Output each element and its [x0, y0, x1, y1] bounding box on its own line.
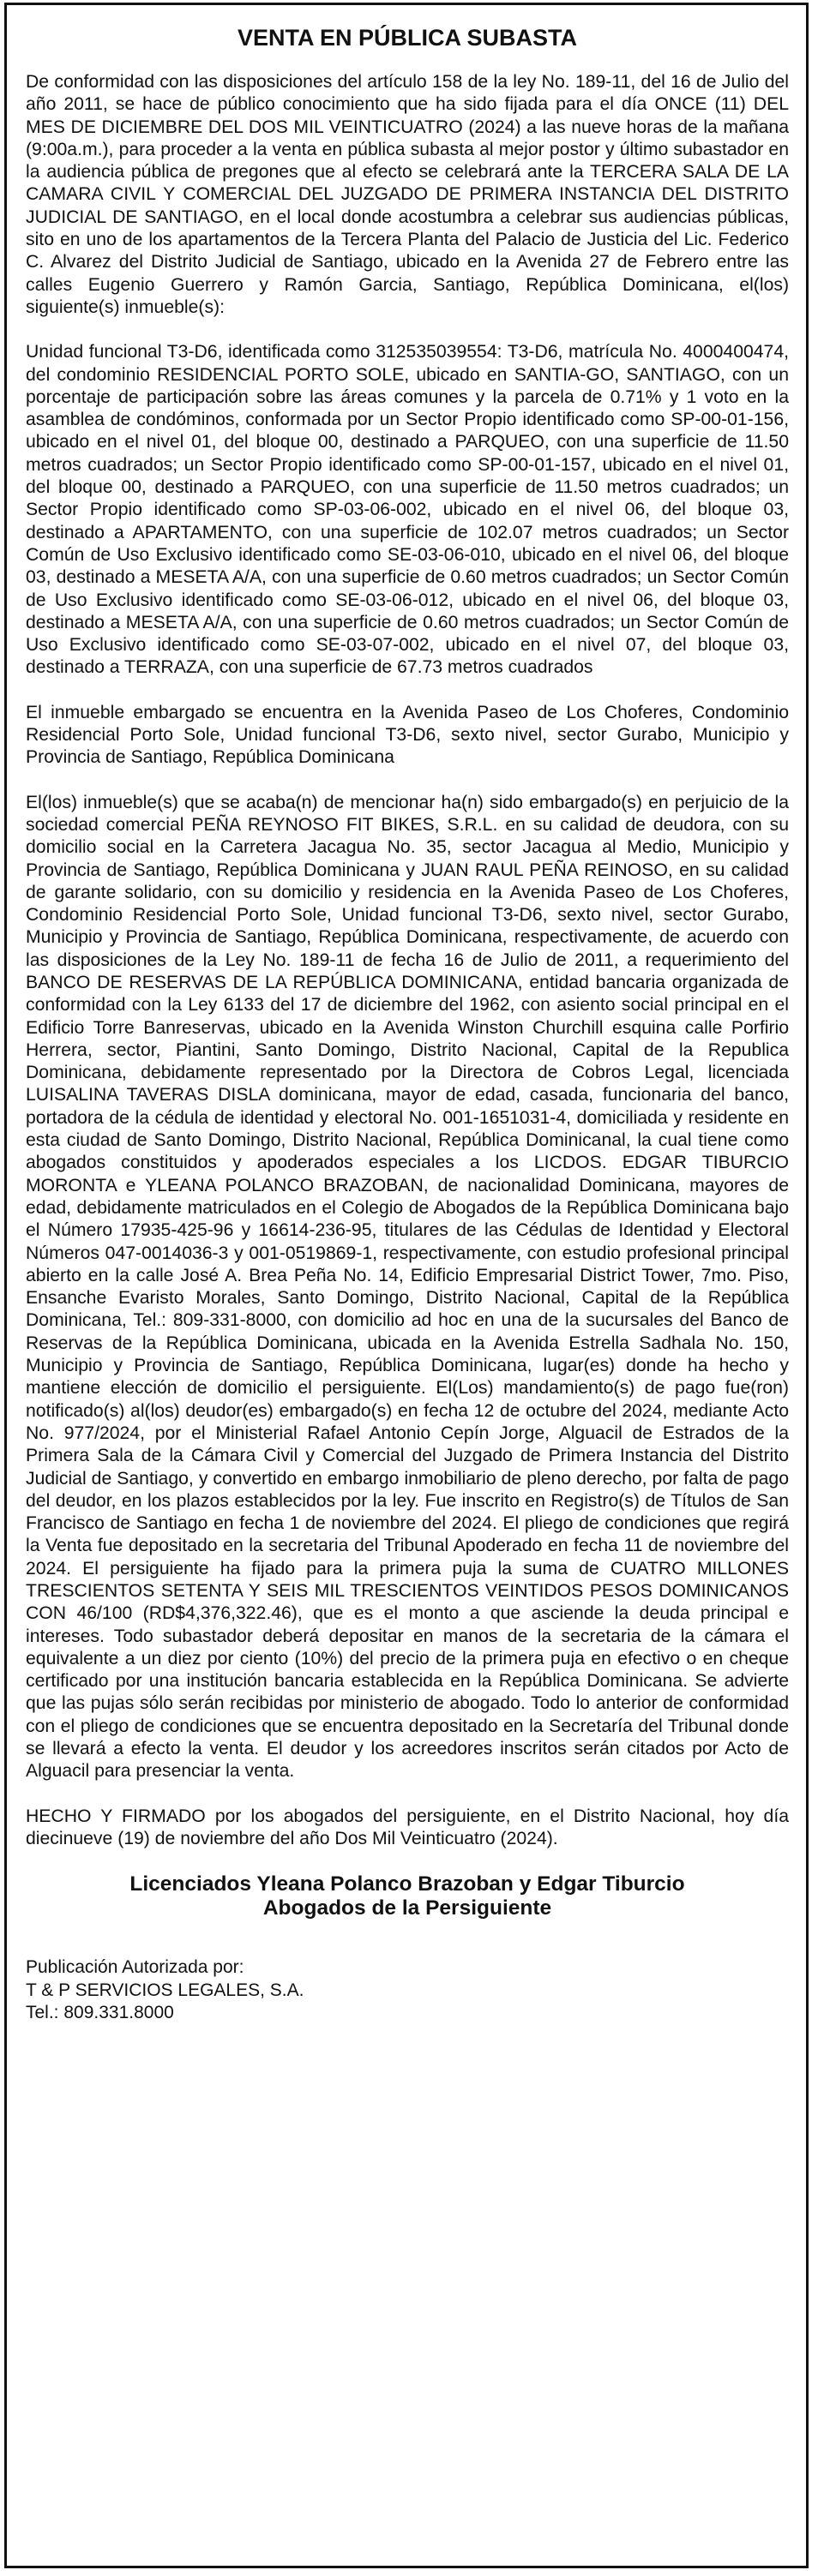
- legal-notice: [4, 3, 809, 2568]
- publication-footer: [26, 1956, 789, 2024]
- paragraph-seizure-details: El(los) inmueble(s) que se acaba(n) de mencionar ha(n) sido embargado(s) en perjuicio de la sociedad comercial PEÑA REYNOSO FIT BIKES, S.R.L. en su calidad de deudora, con su domicilio social en la Carretera Jacagua No. 35, sector Jacagua al Medio, Municipio y Provincia de Santiago, República Dominicana y JUAN RAUL PEÑA REINOSO, en su calidad de garante solidario, con su domicilio y residencia en la Avenida Paseo de Los Choferes, Condominio Residencial Porto Sole, Unidad funcional T3-D6, sexto nivel, sector Gurabo, Municipio y Provincia de Santiago, República Dominicana, respectivamente, de acuerdo con las disposiciones de la Ley No. 189-11 de fecha 16 de Julio de 2011, a requerimiento del BANCO DE RESERVAS DE LA REPÚBLICA DOMINICANA, entidad bancaria organizada de conformidad con la Ley 6133 del 17 de diciembre del 1962, con asiento social principal en el Edificio Torre Banreservas, ubicado en la Avenida Winston Churchill esquina calle Porfirio Herrera, sector, Piantini, Santo Domingo, Distrito Nacional, Capital de la Republica Dominicana, debidamente representado por la Directora de Cobros Legal, licenciada LUISALINA TAVERAS DISLA dominicana, mayor de edad, casada, funcionaria del banco, portadora de la cédula de identidad y electoral No. 001-1651031-4, domiciliada y residente en esta ciudad de Santo Domingo, Distrito Nacional, República Dominicanal, la cual tiene como abogados constituidos y apoderados especiales a los LICDOS. EDGAR TIBURCIO MORONTA e YLEANA POLANCO BRAZOBAN, de nacionalidad Dominicana, mayores de edad, debidamente matriculados en el Colegio de Abogados de la República Dominicana bajo el Número 17935-425-96 y 16614-236-95, titulares de las Cédulas de Identidad y Electoral Números 047-0014036-3 y 001-0519869-1, respectivamente, con estudio profesional principal abierto en la calle José A. Brea Peña No. 14, Edificio Empresarial District Tower, 7mo. Piso, Ensanche Evaristo Morales, Santo Domingo, Distrito Nacional, Capital de la República Dominicana, Tel.: 809-331-8000, con domicilio ad hoc en una de la sucursales del Banco de Reservas de la República Dominicana, ubicada en la Avenida Estrella Sadhala No. 150, Municipio y Provincia de Santiago, República Dominicana, lugar(es) donde ha hecho y mantiene elección de domicilio el persiguiente. El(Los) mandamiento(s) de pago fue(ron) notificado(s) al(los) deudor(es) embargado(s) en fecha 12 de octubre del 2024, mediante Acto No. 977/2024, por el Ministerial Rafael Antonio Cepín Jorge, Alguacil de Estrados de la Primera Sala de la Cámara Civil y Comercial del Juzgado de Primera Instancia del Distrito Judicial de Santiago, y convertido en embargo inmobiliario de pleno derecho, por falta de pago del deudor, en los plazos establecidos por la ley. Fue inscrito en Registro(s) de Títulos de San Francisco de Santiago en fecha 1 de noviembre del 2024. El pliego de condiciones que regirá la Venta fue depositado en la secretaria del Tribunal Apoderado en fecha 11 de noviembre del 2024. El persiguiente ha fijado para la primera puja la suma de CUATRO MILLONES TRESCIENTOS SETENTA Y SEIS MIL TRESCIENTOS VEINTIDOS PESOS DOMINICANOS CON 46/100 (RD$4,376,322.46), que es el monto a que asciende la deuda principal e intereses. Todo subastador deberá depositar en manos de la secretaria de la cámara el equivalente a un diez por ciento (10%) del precio de la primera puja en efectivo o en cheque certificado por una institución bancaria establecida en la República Dominicana. Se advierte que las pujas sólo serán recibidas por ministerio de abogado. Todo lo anterior de conformidad con el pliego de condiciones que se encuentra depositado en la Secretaría del Tribunal donde se llevará a efecto la venta. El deudor y los acreedores inscritos serán citados por Acto de Alguacil para presenciar la venta.: [26, 792, 789, 1782]
- paragraph-signed-statement: HECHO Y FIRMADO por los abogados del persiguiente, en el Distrito Nacional, hoy día diecinueve (19) de noviembre del año Dos Mil Veinticuatro (2024).: [26, 1806, 789, 1848]
- paragraph-property-description: Unidad funcional T3-D6, identificada como 312535039554: T3-D6, matrícula No. 4000400474, del condominio RESIDENCIAL PORTO SOLE, ubicado en SANTIA-GO, SANTIAGO, con un porcentaje de participación sobre las áreas comunes y la parcela de 0.71% y 1 voto en la asamblea de condóminos, conformada por un Sector Propio identificado como SP-00-01-156, ubicado en el nivel 01, del bloque 00, destinado a PARQUEO, con una superficie de 11.50 metros cuadrados; un Sector Propio identificado como SP-00-01-157, ubicado en el nivel 01, del bloque 00, destinado a PARQUEO, con una superficie de 11.50 metros cuadrados; un Sector Propio identificado como SP-03-06-002, ubicado en el nivel 06, del bloque 03, destinado a APARTAMENTO, con una superficie de 102.07 metros cuadrados; un Sector Común de Uso Exclusivo identificado como SE-03-06-010, ubicado en el nivel 06, del bloque 03, destinado a MESETA A/A, con una superficie de 0.60 metros cuadrados; un Sector Común de Uso Exclusivo identificado como SE-03-06-012, ubicado en el nivel 06, del bloque 03, destinado a MESETA A/A, con una superficie de 0.60 metros cuadrados; un Sector Común de Uso Exclusivo identificado como SE-03-07-002, ubicado en el nivel 07, del bloque 03, destinado a TERRAZA, con una superficie de 67.73 metros cuadrados: [26, 342, 789, 678]
- footer-phone: Tel.: 809.331.8000: [26, 2002, 174, 2022]
- notice-title: VENTA EN PÚBLICA SUBASTA: [237, 25, 577, 51]
- paragraph-auction-announcement: De conformidad con las disposiciones del artículo 158 de la ley No. 189-11, del 16 de Julio del año 2011, se hace de público conocimiento que ha sido fijada para el día ONCE (11) DEL MES DE DICIEMBRE DEL DOS MIL VEINTICUATRO (2024) a las nueve horas de la mañana (9:00a.m.), para proceder a la venta en pública subasta al mejor postor y último subastador en la audiencia pública de pregones que al efecto se celebrará ante la TERCERA SALA DE LA CAMARA CIVIL Y COMERCIAL DEL JUZGADO DE PRIMERA INSTANCIA DEL DISTRITO JUDICIAL DE SANTIAGO, en el local donde acostumbra a celebrar sus audiencias públicas, sito en uno de los apartamentos de la Tercera Planta del Palacio de Justicia del Lic. Federico C. Alvarez del Distrito Judicial de Santiago, ubicado en la Avenida 27 de Febrero entre las calles Eugenio Guerrero y Ramón Garcia, Santiago, República Dominicana, el(los) siguiente(s) inmueble(s):: [26, 72, 789, 317]
- paragraph-property-location: El inmueble embargado se encuentra en la Avenida Paseo de Los Choferes, Condominio Residencial Porto Sole, Unidad funcional T3-D6, sexto nivel, sector Gurabo, Municipio y Provincia de Santiago, República Dominicana: [26, 702, 789, 768]
- signature-role: Abogados de la Persiguiente: [262, 1896, 552, 1920]
- signature-block: [26, 1872, 789, 1920]
- signature-lawyers: Licenciados Yleana Polanco Brazoban y Edgar Tiburcio: [129, 1872, 685, 1896]
- footer-company: T & P SERVICIOS LEGALES, S.A.: [26, 1980, 304, 2000]
- footer-authorized-by: Publicación Autorizada por:: [26, 1957, 244, 1978]
